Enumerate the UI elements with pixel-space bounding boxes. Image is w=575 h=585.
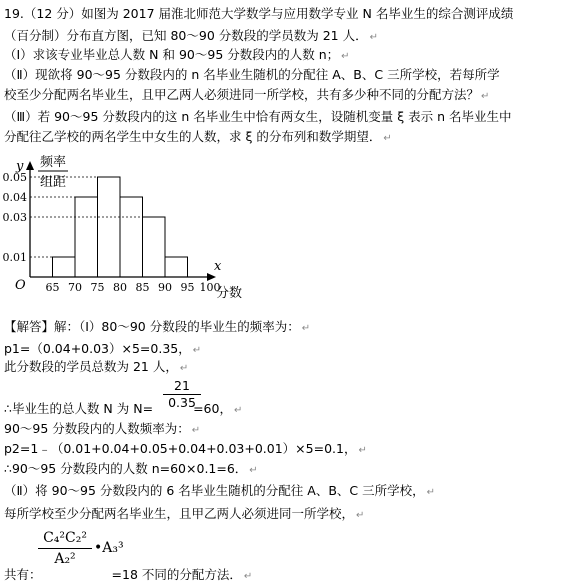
- solution-line-7: ∴90～95 分数段内的人数 n=60×0.1=6． ↵: [4, 461, 258, 476]
- fraction-numerator: 21: [163, 378, 201, 395]
- combination-denominator: A₂²: [54, 551, 76, 567]
- solution-line-1: 【解答】解：（Ⅰ）80～90 分数段的毕业生的频率为： ↵: [4, 319, 311, 334]
- y-tick-0.01: 0.01: [2, 251, 27, 264]
- solution-line-4: ∴毕业生的总人数 N 为 N= =60， ↵: [4, 401, 243, 416]
- problem-line-7: 分配往乙学校的两名学生中女生的人数，求 ξ 的分布列和数学期望． ↵: [4, 129, 392, 144]
- histogram-bar-6: [165, 257, 188, 277]
- histogram-bar-3: [98, 177, 121, 277]
- solution-line-9: 每所学校至少分配两名毕业生，且甲乙两人必须进同一所学校， ↵: [4, 506, 365, 521]
- origin-label: O: [15, 278, 26, 293]
- x-tick-90: 90: [158, 281, 172, 294]
- x-axis-label: 分数: [216, 286, 243, 301]
- histogram-bar-4: [120, 197, 143, 277]
- combination-fraction: [38, 528, 92, 569]
- frequency-histogram: [0, 150, 260, 310]
- permutation-factor: •A₃³: [94, 540, 124, 556]
- x-tick-100: 100: [199, 281, 221, 294]
- x-tick-75: 75: [90, 281, 105, 294]
- solution-line-6: p2=1﹣（0.01+0.04+0.05+0.04+0.03+0.01）×5=0.1， ↵: [4, 441, 367, 456]
- y-tick-0.04: 0.04: [2, 191, 27, 204]
- y-tick-0.03: 0.03: [2, 211, 27, 224]
- solution-line-2: p1=（0.04+0.03）×5=0.35， ↵: [4, 341, 202, 356]
- y-label-top: 频率: [40, 155, 67, 170]
- problem-line-5: 校至少分配两名毕业生，且甲乙两人必须进同一所学校，共有多少种不同的分配方法？ ↵: [4, 87, 490, 102]
- y-label-bottom: 组距: [40, 175, 67, 190]
- histogram-bar-5: [143, 217, 166, 277]
- x-tick-70: 70: [68, 281, 82, 294]
- histogram-bar-2: [75, 197, 98, 277]
- combination-numerator: C₄²C₂²: [38, 528, 92, 549]
- solution-line-5: 90～95 分数段内的人数频率为： ↵: [4, 421, 201, 436]
- fraction-denominator: 0.35: [168, 395, 196, 410]
- histogram-bar-1: [53, 257, 76, 277]
- problem-line-1: 19.（12 分）如图为 2017 届淮北师范大学数学与应用数学专业 N 名毕业生的综合测评成绩: [4, 6, 514, 21]
- problem-line-4: （Ⅱ）现欲将 90～95 分数段内的 n 名毕业生随机的分配往 A、B、C 三所学校，若每所学: [4, 67, 500, 82]
- solution-line-3: 此分数段的学员总数为 21 人， ↵: [4, 359, 189, 374]
- problem-line-3: （Ⅰ）求该专业毕业总人数 N 和 90～95 分数段内的人数 n； ↵: [4, 47, 350, 62]
- problem-line-2: （百分制）分布直方图，已知 80～90 分数段的学员数为 21 人． ↵: [4, 28, 379, 43]
- y-tick-0.05: 0.05: [2, 171, 27, 184]
- x-tick-95: 95: [180, 281, 195, 294]
- solution-line-8: （Ⅱ）将 90～95 分数段内的 6 名毕业生随机的分配往 A、B、C 三所学校， ↵: [4, 483, 436, 498]
- x-tick-65: 65: [45, 281, 60, 294]
- x-tick-80: 80: [113, 281, 127, 294]
- y-axis-arrow: [26, 161, 34, 170]
- y-tick-labels: [3, 171, 28, 264]
- histogram-bars: [53, 177, 188, 277]
- x-axis-symbol: x: [214, 259, 222, 274]
- x-tick-85: 85: [135, 281, 150, 294]
- solution-line-10: 共有： =18 不同的分配方法． ↵: [4, 567, 253, 582]
- problem-line-6: （Ⅲ）若 90～95 分数段内的这 n 名毕业生中恰有两女生，设随机变量 ξ 表示 n 名毕业生中: [4, 109, 512, 124]
- y-axis-symbol: y: [16, 159, 24, 174]
- x-tick-labels: [46, 281, 221, 294]
- x-axis-arrow: [207, 273, 216, 281]
